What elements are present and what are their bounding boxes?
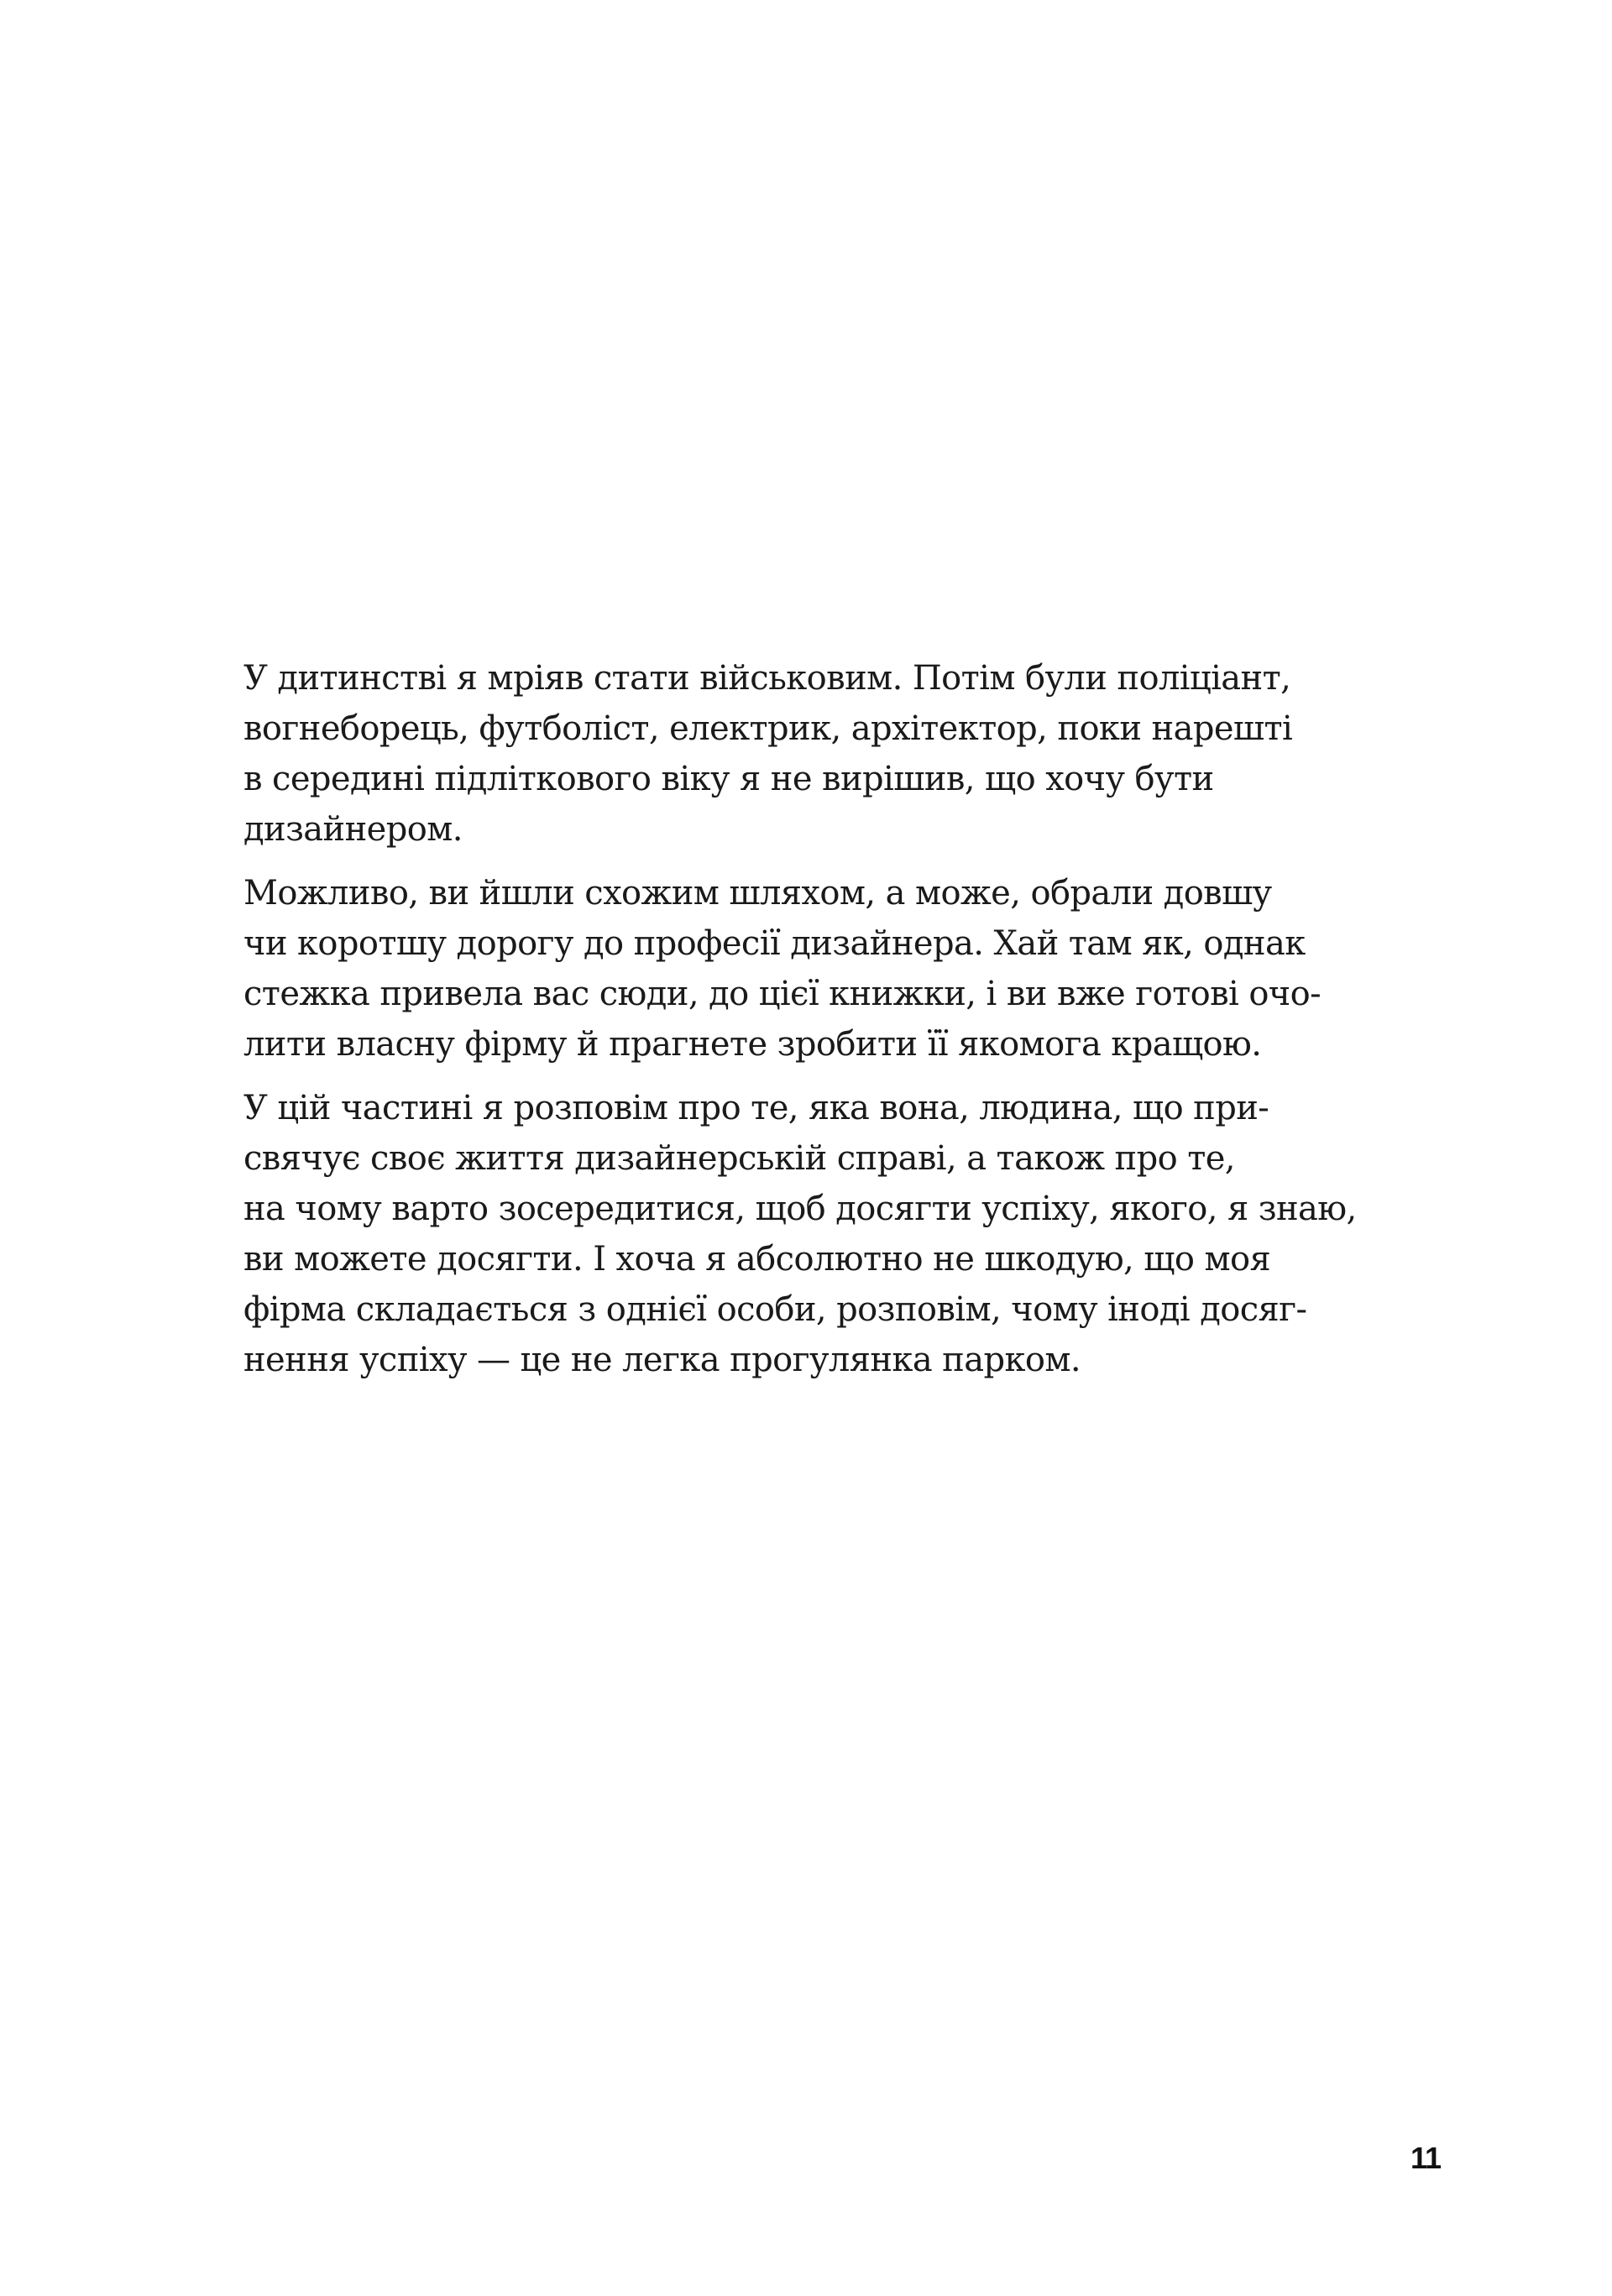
text-line: У дитинстві я мріяв стати військовим. Потім були поліціант, bbox=[243, 659, 1291, 698]
text-line: вогнеборець, футболіст, електрик, архітектор, поки нарешті bbox=[243, 709, 1293, 748]
page-number: 11 bbox=[1410, 2141, 1442, 2175]
text-line: чи коротшу дорогу до професії дизайнера. Хай там як, однак bbox=[243, 924, 1306, 963]
paragraph-2 bbox=[243, 868, 1436, 1070]
text-line: ви можете досягти. І хоча я абсолютно не шкодую, що моя bbox=[243, 1240, 1271, 1279]
paragraph-1 bbox=[243, 653, 1436, 855]
text-line: Можливо, ви йшли схожим шляхом, а може, обрали довшу bbox=[243, 874, 1272, 913]
text-line: на чому варто зосередитися, щоб досягти успіху, якого, я знаю, bbox=[243, 1190, 1357, 1228]
text-line: фірма складається з однієї особи, розповім, чому іноді досяг- bbox=[243, 1290, 1307, 1329]
body-text bbox=[243, 653, 1436, 1399]
text-line: дизайнером. bbox=[243, 810, 463, 849]
paragraph-3 bbox=[243, 1083, 1436, 1385]
text-line: стежка привела вас сюди, до цієї книжки, і ви вже готові очо- bbox=[243, 975, 1322, 1013]
text-line: свячує своє життя дизайнерській справі, а також про те, bbox=[243, 1139, 1235, 1178]
text-line: в середині підліткового віку я не вирішив, що хочу бути bbox=[243, 760, 1214, 798]
text-line: нення успіху — це не легка прогулянка парком. bbox=[243, 1341, 1081, 1379]
text-line: У цій частині я розповім про те, яка вона, людина, що при- bbox=[243, 1089, 1269, 1127]
text-line: лити власну фірму й прагнете зробити її якомога кращою. bbox=[243, 1025, 1262, 1064]
